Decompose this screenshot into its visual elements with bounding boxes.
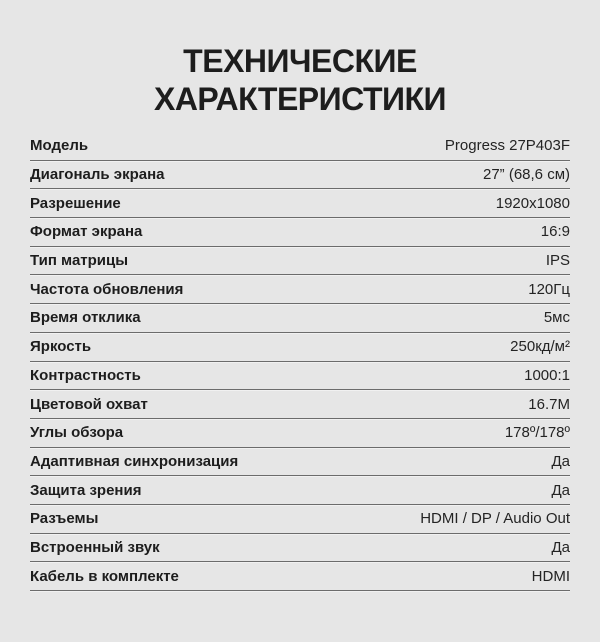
- spec-sheet: [0, 42, 600, 642]
- spec-row: [30, 304, 570, 333]
- spec-row: [30, 132, 570, 161]
- spec-value: Progress 27P403F: [444, 137, 570, 155]
- spec-row: [30, 362, 570, 391]
- spec-value: 1920x1080: [495, 194, 570, 212]
- spec-label: Диагональ экрана: [30, 166, 165, 184]
- spec-value: 27” (68,6 см): [482, 166, 570, 184]
- spec-label: Тип матрицы: [30, 252, 129, 270]
- spec-value: 178º/178º: [504, 424, 570, 442]
- spec-row: [30, 390, 570, 419]
- spec-label: Защита зрения: [30, 481, 142, 499]
- spec-row: [30, 534, 570, 563]
- spec-label: Адаптивная синхронизация: [30, 452, 239, 470]
- spec-label: Модель: [30, 137, 89, 155]
- spec-label: Кабель в комплекте: [30, 567, 179, 585]
- spec-value: 120Гц: [528, 280, 570, 298]
- spec-row: [30, 161, 570, 190]
- spec-row: [30, 275, 570, 304]
- spec-label: Встроенный звук: [30, 538, 160, 556]
- spec-row: [30, 333, 570, 362]
- spec-table: [30, 132, 570, 591]
- spec-row: [30, 476, 570, 505]
- spec-row: [30, 562, 570, 591]
- spec-value: Да: [551, 481, 570, 499]
- spec-row: [30, 448, 570, 477]
- spec-label: Контрастность: [30, 366, 141, 384]
- spec-label: Разъемы: [30, 510, 99, 528]
- spec-row: [30, 247, 570, 276]
- spec-label: Время отклика: [30, 309, 141, 327]
- spec-row: [30, 505, 570, 534]
- spec-label: Разрешение: [30, 194, 121, 212]
- page-title-line-2: ХАРАКТЕРИСТИКИ: [153, 81, 447, 117]
- spec-value: 16.7M: [528, 395, 570, 413]
- spec-label: Цветовой охват: [30, 395, 148, 413]
- spec-value: 250кд/м²: [510, 338, 570, 356]
- spec-row: [30, 189, 570, 218]
- spec-value: Да: [551, 452, 570, 470]
- spec-value: HDMI: [531, 567, 570, 585]
- page-title: [0, 42, 600, 118]
- spec-label: Формат экрана: [30, 223, 143, 241]
- spec-value: 1000:1: [524, 366, 570, 384]
- spec-value: HDMI / DP / Audio Out: [420, 510, 570, 528]
- spec-label: Яркость: [30, 338, 92, 356]
- spec-value: 5мс: [543, 309, 570, 327]
- page-title-line-1: ТЕХНИЧЕСКИЕ: [183, 43, 417, 79]
- spec-row: [30, 419, 570, 448]
- spec-label: Углы обзора: [30, 424, 124, 442]
- spec-row: [30, 218, 570, 247]
- spec-value: 16:9: [540, 223, 570, 241]
- spec-value: IPS: [545, 252, 570, 270]
- spec-value: Да: [551, 538, 570, 556]
- spec-label: Частота обновления: [30, 280, 184, 298]
